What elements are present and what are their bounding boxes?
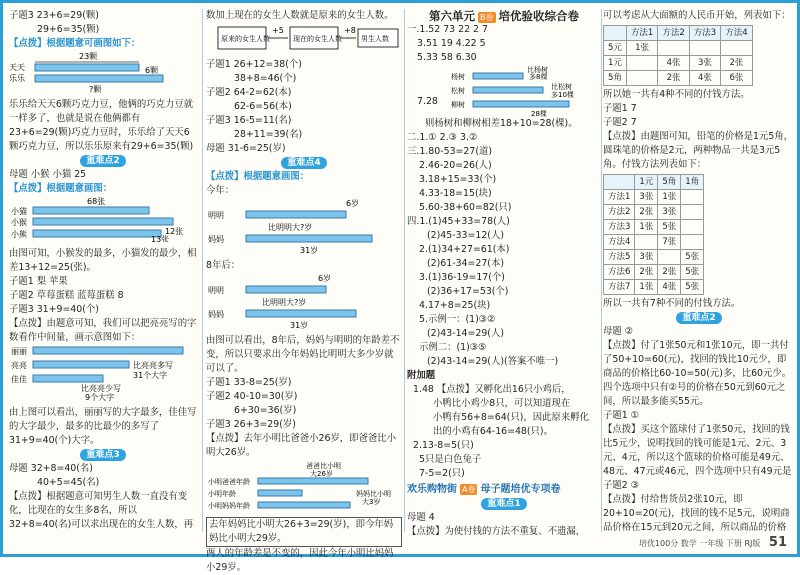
- answer-line: (2)61-34=27(本): [427, 258, 504, 269]
- answer-line: 6+30=36(岁): [234, 405, 297, 416]
- bar-label: 比杨树: [527, 66, 548, 74]
- column-2: [206, 9, 402, 575]
- table-cell: 1元: [635, 175, 658, 190]
- row-label: 妈妈: [208, 235, 224, 244]
- row-label: 柳树: [451, 101, 465, 109]
- row-label: 小猴: [11, 218, 27, 227]
- answer-line: 子题3 23+6=29(颗): [9, 10, 99, 21]
- bar-label: 31岁: [300, 246, 319, 254]
- table-cell: 方法4: [604, 235, 635, 250]
- answer-line: 子题2 ③: [603, 480, 640, 491]
- bar-label: 比明明大?岁: [268, 223, 313, 232]
- table-cell: 1张: [635, 220, 658, 235]
- row-label: 小猫: [11, 207, 27, 216]
- row-label: 小熊: [11, 230, 27, 239]
- table-cell: 方法3: [689, 26, 720, 41]
- paragraph: 由图可知，小猴发的最多，小猫发的最少，相差13+12=25(张)。: [9, 248, 197, 273]
- bar-label: ?颗: [89, 85, 102, 93]
- table-cell: 5元: [604, 41, 627, 56]
- row-label: 松树: [451, 87, 465, 95]
- paragraph: 数加上现在的女生人数就是原来的女生人数。: [206, 10, 394, 21]
- row-label: 明明: [208, 286, 224, 295]
- table-cell: [635, 235, 658, 250]
- flow-box: 男生人数: [361, 35, 389, 43]
- bar-label: 大26岁: [310, 470, 333, 478]
- answer-line: 62-6=56(本): [234, 101, 292, 112]
- bar-diagram-3: [9, 345, 197, 401]
- table-row: [604, 220, 704, 235]
- table-cell: 方法2: [604, 205, 635, 220]
- table-cell: [681, 190, 704, 205]
- answer-line: 小鸭有56+8=64(只)，因此原来孵化: [433, 412, 589, 423]
- flow-box: 原来的女生人数: [221, 35, 270, 43]
- column-3: [407, 9, 601, 539]
- paragraph: 两人的年龄差是不变的，因此今年小明比妈妈小29岁。: [206, 548, 394, 573]
- row-label: 小明妈妈年龄: [208, 502, 250, 510]
- bar-label: 比明明大?岁: [262, 298, 307, 307]
- answer-line: 四.1.(1)45+33=78(人): [407, 216, 510, 227]
- table-cell: 1元: [604, 56, 627, 71]
- table-cell: 6张: [721, 71, 752, 86]
- answer-line: 3.51 19 4.22 5: [417, 38, 486, 49]
- answer-line: 1.48 【点拨】又孵化出16只小鸡后，: [413, 384, 571, 395]
- answer-line: 子题2 7: [603, 117, 637, 128]
- row-label: 小明年龄: [208, 490, 236, 498]
- answer-line: 子题2 40-10=30(岁): [206, 391, 298, 402]
- answer-line: 5.33 58 6.30: [417, 52, 477, 63]
- answer-line: 7.28: [417, 96, 438, 107]
- table-row: [604, 56, 753, 71]
- grade: 一年级: [699, 539, 724, 548]
- tree-bar-diagram: [451, 65, 601, 117]
- paragraph: 所以她一共有4种不同的付钱方法。: [603, 89, 750, 100]
- answer-line: 7-5=2(只): [419, 468, 465, 479]
- table-row: [604, 235, 704, 250]
- answer-line: 4.17+8=25(块): [419, 300, 491, 311]
- row-label: 亮亮: [11, 361, 27, 370]
- bar-diagram-2: [9, 196, 197, 242]
- answer-line: 一.1.52 73 22 2 7: [407, 24, 488, 35]
- bar-label: 12张: [165, 227, 184, 236]
- table-cell: 7张: [658, 235, 681, 250]
- bar-label: 比松树: [551, 83, 572, 91]
- answer-line: (2)45-33=12(人): [427, 230, 504, 241]
- table-cell: 方法4: [721, 26, 752, 41]
- paragraph: 所以一共有7种不同的付钱方法。: [603, 298, 741, 309]
- hint-line: 【点拨】根据题意画图：: [9, 183, 113, 194]
- page-number: 51: [768, 535, 787, 550]
- table-cell: [658, 250, 681, 265]
- age-diagram-2: [206, 273, 402, 329]
- paragraph: 【点拨】根据题意可知男生人数一直没有变化，比现在的女生多8名，所以32+8=40(名)可以求出现在的女生人数，再: [9, 491, 194, 530]
- answer-line: 母题 31-6=25(岁): [206, 143, 286, 154]
- bar-label: 31岁: [290, 321, 309, 329]
- hint-line: 【点拨】根据题意画图：: [206, 171, 310, 182]
- bar-label: 大3岁: [362, 498, 381, 506]
- table-cell: 4张: [658, 56, 689, 71]
- answer-line: 2.(1)34+27=61(本): [419, 244, 510, 255]
- table-row: [604, 265, 704, 280]
- answer-line: 则杨树和柳树相差18+10=28(棵)。: [425, 118, 578, 129]
- brand-name: 培优100分: [638, 539, 679, 548]
- bar-label: 28棵: [531, 110, 547, 117]
- table-cell: 方法2: [658, 26, 689, 41]
- payment-table-1: [603, 25, 753, 86]
- answer-line: 子题1 33-8=25(岁): [206, 377, 292, 388]
- table-cell: 2张: [658, 71, 689, 86]
- column-divider: [202, 9, 203, 532]
- answer-line: 子题1 7: [603, 103, 637, 114]
- table-cell: 方法1: [626, 26, 657, 41]
- bar-label: 多10棵: [551, 91, 574, 99]
- table-row: [604, 190, 704, 205]
- table-row: [604, 205, 704, 220]
- table-cell: [626, 56, 657, 71]
- bar-label: 6岁: [318, 274, 332, 283]
- table-cell: [681, 235, 704, 250]
- answer-line: 38+8=46(个): [234, 73, 297, 84]
- answer-line: 28+11=39(名): [234, 129, 303, 140]
- table-cell: [604, 175, 635, 190]
- table-cell: 4张: [689, 71, 720, 86]
- subject: 数学: [680, 539, 697, 548]
- answer-line: 4.33-18=15(块): [419, 188, 492, 199]
- table-cell: [681, 205, 704, 220]
- answer-line: 出的小鸡有64-16=48(只)。: [433, 426, 553, 437]
- row-label: 丽丽: [11, 347, 27, 356]
- answer-line: 子题2 草莓蛋糕 蓝莓蛋糕 8: [9, 290, 124, 301]
- age-diagram-1: [206, 198, 402, 254]
- answer-line: 二.1.① 2.③ 3.②: [407, 132, 478, 143]
- row-label: 小明爸爸年龄: [208, 478, 250, 486]
- table-row: [604, 280, 704, 295]
- payment-table-2: [603, 174, 704, 295]
- table-cell: [721, 41, 752, 56]
- table-cell: 2张: [658, 265, 681, 280]
- table-cell: 3张: [658, 205, 681, 220]
- section-header: 重难点2: [80, 155, 125, 167]
- answer-line: 3.18+15=33(个): [419, 174, 497, 185]
- answer-line: (2)36+17=53(个): [427, 286, 509, 297]
- table-cell: 5角: [658, 175, 681, 190]
- table-row: [604, 175, 704, 190]
- bar-label: 6颗: [145, 66, 159, 75]
- answer-line: 5.60-38+60=82(只): [419, 202, 512, 213]
- bar-label: 6岁: [346, 199, 360, 208]
- tree-diagram-block: [407, 65, 601, 117]
- bar-label: 23颗: [79, 52, 98, 61]
- row-label: 明明: [208, 211, 224, 220]
- answer-line: 母题 32+8=40(名): [9, 463, 93, 474]
- boxed-note: 去年妈妈比小明大26+3=29(岁)，即今年妈妈比小明大29岁。: [206, 517, 402, 547]
- column-1: [9, 9, 197, 532]
- table-cell: 3张: [689, 56, 720, 71]
- table-cell: [681, 220, 704, 235]
- bar-label: 13张: [151, 235, 170, 242]
- answer-line: 小鸭比小鸡少8只，可以知道现在: [433, 398, 571, 409]
- unit-title: 第六单元: [429, 9, 476, 23]
- section-label: 附加题: [407, 370, 436, 381]
- table-cell: 方法3: [604, 220, 635, 235]
- row-label: 佳佳: [11, 375, 27, 384]
- bar-label: 68张: [87, 197, 106, 206]
- shop-section-title: 欢乐购物街: [407, 484, 457, 495]
- paragraph: 乐乐给天天6颗巧克力豆，他俩的巧克力豆就一样多了，也就是说在他俩都有23+6=29(颗)巧克力豆时，乐乐给了天天6颗巧克力豆，所以乐乐原来有29+6=35(颗): [9, 99, 194, 152]
- flow-diagram: [206, 23, 402, 53]
- table-cell: 2张: [635, 205, 658, 220]
- table-cell: 1张: [635, 280, 658, 295]
- table-cell: 2张: [635, 265, 658, 280]
- table-row: [604, 41, 753, 56]
- table-row: [604, 26, 753, 41]
- answer-line: 子题1 26+12=38(个): [206, 59, 302, 70]
- flow-op: +8: [344, 26, 356, 35]
- bar-label: 9个大字: [85, 393, 115, 401]
- answer-line: 29+6=35(颗): [37, 24, 100, 35]
- paragraph: 【点拨】去年小明比爸爸小26岁，即爸爸比小明大26岁。: [206, 433, 397, 458]
- table-cell: 1张: [626, 41, 657, 56]
- table-cell: 3张: [635, 250, 658, 265]
- paragraph: 由图可以看出，8年后，妈妈与明明的年龄差不变，所以只要求出今年妈妈比明明大多少岁就可以了。: [206, 335, 400, 374]
- caption: 今年：: [206, 185, 235, 196]
- answer-line: 5.示例一：(1)③②: [419, 314, 496, 325]
- answer-line: 子题3 31+9=40(个): [9, 304, 99, 315]
- page-footer: [639, 535, 787, 550]
- answer-line: 子题1 梨 苹果: [9, 276, 68, 287]
- answer-line: 母题 4: [407, 512, 435, 523]
- bar-label: 爸爸比小明: [306, 462, 341, 470]
- answer-line: 示例二：(1)③⑤: [419, 342, 487, 353]
- bar-label: 31个大字: [133, 371, 168, 380]
- answer-line: (2)43-14=29(人): [427, 328, 504, 339]
- edition: RJ版: [744, 539, 761, 548]
- table-cell: [689, 41, 720, 56]
- table-cell: 方法6: [604, 265, 635, 280]
- row-label: 妈妈: [208, 310, 224, 319]
- column-divider: [404, 9, 405, 532]
- table-cell: 5角: [604, 71, 627, 86]
- answer-line: 2.46-20=26(人): [419, 160, 492, 171]
- table-row: [604, 250, 704, 265]
- table-cell: [658, 41, 689, 56]
- answer-line: 子题1 ①: [603, 410, 640, 421]
- table-cell: [626, 71, 657, 86]
- term: 下册: [725, 539, 742, 548]
- bar-diagram-1: [9, 51, 197, 93]
- paragraph: 由上图可以看出，丽丽写的大字最多，佳佳写的大字最少，最多的比最少的多写了31+9=40(个)大字。: [9, 407, 197, 446]
- answer-line: 子题3 16-5=11(名): [206, 115, 292, 126]
- row-label: 杨树: [451, 73, 465, 81]
- paper-tag: B卷: [480, 13, 494, 22]
- section-header: 重难点2: [676, 312, 721, 324]
- table-cell: 5张: [681, 250, 704, 265]
- hint-line: 【点拨】根据题意可画图如下：: [9, 38, 141, 49]
- table-cell: 1角: [681, 175, 704, 190]
- bar-label: 妈妈比小明: [356, 490, 391, 498]
- flow-box: 现在的女生人数: [293, 35, 342, 43]
- answer-line: 子题2 64-2=62(本): [206, 87, 292, 98]
- table-cell: 方法5: [604, 250, 635, 265]
- answer-line: 40+5=45(名): [37, 477, 100, 488]
- table-row: [604, 71, 753, 86]
- paragraph: 【点拨】付了1张50元和1张10元，即一共付了50+10=60(元)，找回的钱比10元少，即商品的价格比60-10=50(元)多，比60元少。四个选项中只有②号的价格在50元到60元之间，所以最多能买55元。: [603, 340, 792, 407]
- table-cell: 5张: [658, 220, 681, 235]
- paragraph: 【点拨】买这个篮球付了1张50元，找回的钱比5元少，说明找回的钱可能是1元、2元、3元、4元，所以这个篮球的价格可能是49元、48元、47元或46元，四个选项中只有49元是: [603, 424, 792, 477]
- caption: 8年后：: [206, 260, 241, 271]
- answer-line: (2)43-14=29(人)(答案不唯一): [427, 356, 559, 367]
- table-cell: 1张: [658, 190, 681, 205]
- answer-line: 5只是白色兔子: [419, 454, 482, 465]
- paper-title: 母子题培优专项卷: [480, 484, 561, 495]
- table-cell: 方法7: [604, 280, 635, 295]
- bar-label: 多8棵: [529, 73, 548, 81]
- paper-title: 培优验收综合卷: [498, 9, 579, 23]
- answer-line: 母题 ②: [603, 326, 634, 337]
- answer-line: 2.13-8=5(只): [413, 440, 474, 451]
- paragraph: 【点拨】由题图可知，铅笔的价格是1元5角，圆珠笔的价格是2元，两种物品一共是3元5角。付钱方法列表如下：: [603, 131, 794, 170]
- table-cell: 3张: [635, 190, 658, 205]
- flow-op: +5: [272, 26, 284, 35]
- table-cell: 4张: [658, 280, 681, 295]
- section-header: 重难点4: [281, 157, 326, 169]
- row-label: 乐乐: [9, 74, 25, 83]
- bar-label: 比亮亮少写: [81, 384, 121, 393]
- paragraph: 【点拨】付给售货员2张10元，即20+10=20(元)，找回的钱不足5元，说明商品价格在15元到20元之间，所以商品的价格: [603, 494, 790, 533]
- table-cell: 5张: [681, 265, 704, 280]
- table-cell: [604, 26, 627, 41]
- column-divider: [601, 9, 602, 532]
- section-header: 重难点3: [80, 449, 125, 461]
- paper-tag: A卷: [461, 485, 476, 494]
- hint-line: 【点拨】为使付钱的方法不重复、不遗漏，: [407, 526, 586, 537]
- section-header: 重难点1: [481, 498, 526, 510]
- answer-line: 子题3 26+3=29(岁): [206, 419, 296, 430]
- answer-line: 母题 小猴 小猫 25: [9, 169, 87, 180]
- paragraph: 【点拨】由题意可知，我们可以把亮亮写的字数看作中间量，画示意图如下：: [9, 318, 197, 343]
- answer-line: 3.(1)36-19=17(个): [419, 272, 505, 283]
- answer-line: 三.1.80-53=27(道): [407, 146, 493, 157]
- column-4: [603, 9, 795, 535]
- age-diagram-3: [206, 460, 402, 512]
- paragraph: 可以考虑从大面额的人民币开始，列表如下：: [603, 10, 791, 21]
- bar-label: 比亮亮多写: [133, 361, 173, 370]
- table-cell: 方法1: [604, 190, 635, 205]
- table-cell: 2张: [721, 56, 752, 71]
- row-label: 天天: [9, 63, 25, 72]
- table-cell: 5张: [681, 280, 704, 295]
